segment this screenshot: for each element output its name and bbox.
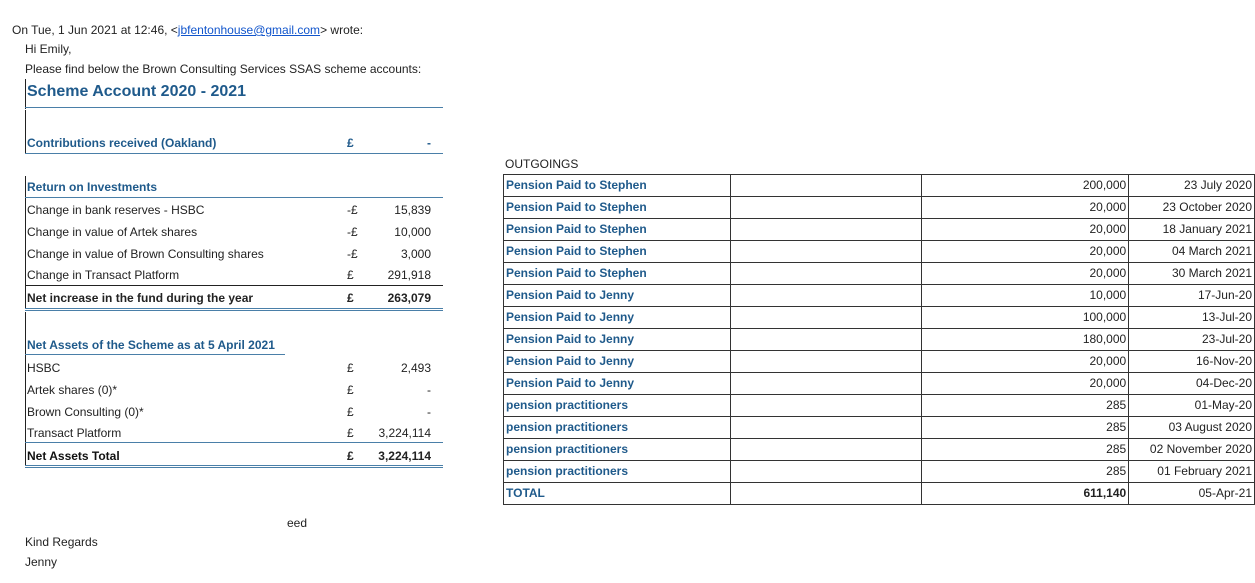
outgoings-payee: pension practitioners (504, 395, 731, 417)
returns-currency: -£ (347, 225, 358, 239)
contributions-label: Contributions received (Oakland) (27, 136, 217, 150)
outgoings-blank-cell (731, 351, 922, 373)
outgoings-blank-cell (731, 395, 922, 417)
outgoings-blank-cell (731, 439, 922, 461)
assets-heading: Net Assets of the Scheme as at 5 April 2021 (27, 338, 275, 352)
asset-label: Artek shares (0)* (27, 383, 118, 397)
outgoings-date: 01 February 2021 (1129, 461, 1255, 483)
assets-total-value: 3,224,114 (378, 449, 431, 463)
asset-label: Brown Consulting (0)* (27, 405, 144, 419)
outgoings-blank-cell (731, 373, 922, 395)
outgoings-payee: pension practitioners (504, 461, 731, 483)
outgoings-date: 23 October 2020 (1129, 197, 1255, 219)
outgoings-date: 23-Jul-20 (1129, 329, 1255, 351)
outgoings-blank-cell (731, 219, 922, 241)
outgoings-row (504, 439, 1255, 461)
net-increase-label: Net increase in the fund during the year (27, 291, 254, 305)
outgoings-payee: Pension Paid to Stephen (504, 219, 731, 241)
outgoings-row (504, 395, 1255, 417)
net-increase-currency: £ (347, 291, 354, 305)
asset-value: - (427, 405, 431, 419)
asset-value: 3,224,114 (378, 426, 431, 440)
outgoings-date: 02 November 2020 (1129, 439, 1255, 461)
asset-label: HSBC (27, 361, 61, 375)
assets-total-topline (25, 442, 443, 443)
outgoings-date: 13-Jul-20 (1129, 307, 1255, 329)
outgoings-payee: Pension Paid to Stephen (504, 175, 731, 197)
returns-value: 291,918 (387, 268, 431, 282)
quote-header (12, 23, 363, 37)
net-increase-row (25, 288, 443, 308)
returns-row (25, 222, 443, 242)
returns-row (25, 265, 443, 285)
outgoings-payee: Pension Paid to Jenny (504, 307, 731, 329)
outgoings-payee: Pension Paid to Jenny (504, 329, 731, 351)
returns-currency: -£ (347, 247, 358, 261)
outgoings-amount: 20,000 (922, 197, 1129, 219)
outgoings-amount: 20,000 (922, 351, 1129, 373)
returns-heading-underline (25, 197, 443, 198)
outgoings-row (504, 307, 1255, 329)
outgoings-payee: Pension Paid to Stephen (504, 241, 731, 263)
outgoings-blank-cell (731, 417, 922, 439)
outgoings-amount: 285 (922, 461, 1129, 483)
outgoings-blank-cell (731, 307, 922, 329)
outgoings-total-date: 05-Apr-21 (1129, 483, 1255, 505)
outgoings-total-amount: 611,140 (922, 483, 1129, 505)
outgoings-blank-cell (731, 329, 922, 351)
returns-currency: -£ (347, 203, 358, 217)
outgoings-amount: 180,000 (922, 329, 1129, 351)
outgoings-row (504, 219, 1255, 241)
net-increase-topline (25, 285, 443, 286)
outgoings-row (504, 175, 1255, 197)
intro-text: Please find below the Brown Consulting Services SSAS scheme accounts: (25, 62, 422, 76)
outgoings-blank-cell (731, 483, 922, 505)
net-increase-double-underline (25, 308, 443, 311)
sign-off: Kind Regards (25, 535, 98, 549)
returns-value: 10,000 (394, 225, 431, 239)
assets-total-currency: £ (347, 449, 354, 463)
asset-row (25, 402, 443, 422)
outgoings-total-label: TOTAL (504, 483, 731, 505)
quote-header-suffix: > wrote: (320, 23, 364, 37)
outgoings-total-row (504, 483, 1255, 505)
returns-label: Change in value of Brown Consulting shares (27, 247, 264, 261)
returns-value: 3,000 (400, 247, 431, 261)
asset-value: 2,493 (400, 361, 431, 375)
outgoings-row (504, 285, 1255, 307)
contributions-row (25, 133, 443, 153)
asset-currency: £ (347, 361, 354, 375)
outgoings-amount: 285 (922, 417, 1129, 439)
asset-currency: £ (347, 426, 354, 440)
outgoings-date: 18 January 2021 (1129, 219, 1255, 241)
outgoings-payee: Pension Paid to Stephen (504, 197, 731, 219)
outgoings-row (504, 263, 1255, 285)
returns-row (25, 244, 443, 264)
outgoings-date: 23 July 2020 (1129, 175, 1255, 197)
asset-row (25, 380, 443, 400)
assets-heading-underline (25, 354, 285, 355)
title-underline (25, 107, 443, 108)
assets-total-double-underline (25, 465, 443, 468)
signature: Jenny (25, 555, 58, 569)
outgoings-payee: Pension Paid to Jenny (504, 351, 731, 373)
asset-value: - (427, 383, 431, 397)
returns-label: Change in value of Artek shares (27, 225, 198, 239)
outgoings-payee: pension practitioners (504, 417, 731, 439)
outgoings-table (503, 174, 1255, 505)
outgoings-amount: 285 (922, 395, 1129, 417)
outgoings-row (504, 241, 1255, 263)
quote-header-prefix: On Tue, 1 Jun 2021 at 12:46, < (12, 23, 178, 37)
left-border (25, 79, 26, 109)
contributions-currency: £ (347, 136, 354, 150)
asset-currency: £ (347, 405, 354, 419)
outgoings-payee: Pension Paid to Jenny (504, 285, 731, 307)
outgoings-amount: 20,000 (922, 373, 1129, 395)
returns-heading: Return on Investments (27, 180, 158, 194)
stray-text: eed (287, 516, 308, 530)
outgoings-date: 03 August 2020 (1129, 417, 1255, 439)
asset-row (25, 358, 443, 378)
outgoings-amount: 20,000 (922, 219, 1129, 241)
outgoings-date: 04-Dec-20 (1129, 373, 1255, 395)
outgoings-row (504, 373, 1255, 395)
asset-currency: £ (347, 383, 354, 397)
outgoings-date: 01-May-20 (1129, 395, 1255, 417)
contributions-underline (25, 153, 443, 154)
returns-label: Change in Transact Platform (27, 268, 180, 282)
asset-label: Transact Platform (27, 426, 122, 440)
returns-value: 15,839 (394, 203, 431, 217)
outgoings-row (504, 461, 1255, 483)
assets-total-label: Net Assets Total (27, 449, 120, 463)
returns-label: Change in bank reserves - HSBC (27, 203, 205, 217)
asset-row (25, 423, 443, 443)
outgoings-row (504, 329, 1255, 351)
outgoings-amount: 10,000 (922, 285, 1129, 307)
outgoings-amount: 20,000 (922, 241, 1129, 263)
outgoings-blank-cell (731, 175, 922, 197)
outgoings-date: 30 March 2021 (1129, 263, 1255, 285)
outgoings-date: 16-Nov-20 (1129, 351, 1255, 373)
outgoings-date: 04 March 2021 (1129, 241, 1255, 263)
scheme-title: Scheme Account 2020 - 2021 (27, 83, 247, 100)
sender-email-link[interactable]: jbfentonhouse@gmail.com (177, 23, 321, 37)
outgoings-blank-cell (731, 263, 922, 285)
outgoings-blank-cell (731, 241, 922, 263)
outgoings-payee: Pension Paid to Stephen (504, 263, 731, 285)
outgoings-payee: Pension Paid to Jenny (504, 373, 731, 395)
outgoings-payee: pension practitioners (504, 439, 731, 461)
returns-currency: £ (347, 268, 354, 282)
outgoings-blank-cell (731, 197, 922, 219)
outgoings-amount: 200,000 (922, 175, 1129, 197)
outgoings-amount: 20,000 (922, 263, 1129, 285)
contributions-value: - (427, 136, 431, 150)
net-increase-value: 263,079 (387, 291, 431, 305)
outgoings-heading: OUTGOINGS (505, 157, 579, 171)
returns-row (25, 200, 443, 220)
outgoings-blank-cell (731, 285, 922, 307)
outgoings-row (504, 417, 1255, 439)
outgoings-row (504, 351, 1255, 373)
greeting: Hi Emily, (25, 42, 72, 56)
outgoings-amount: 100,000 (922, 307, 1129, 329)
outgoings-row (504, 197, 1255, 219)
outgoings-blank-cell (731, 461, 922, 483)
outgoings-date: 17-Jun-20 (1129, 285, 1255, 307)
assets-total-row (25, 446, 443, 466)
outgoings-amount: 285 (922, 439, 1129, 461)
